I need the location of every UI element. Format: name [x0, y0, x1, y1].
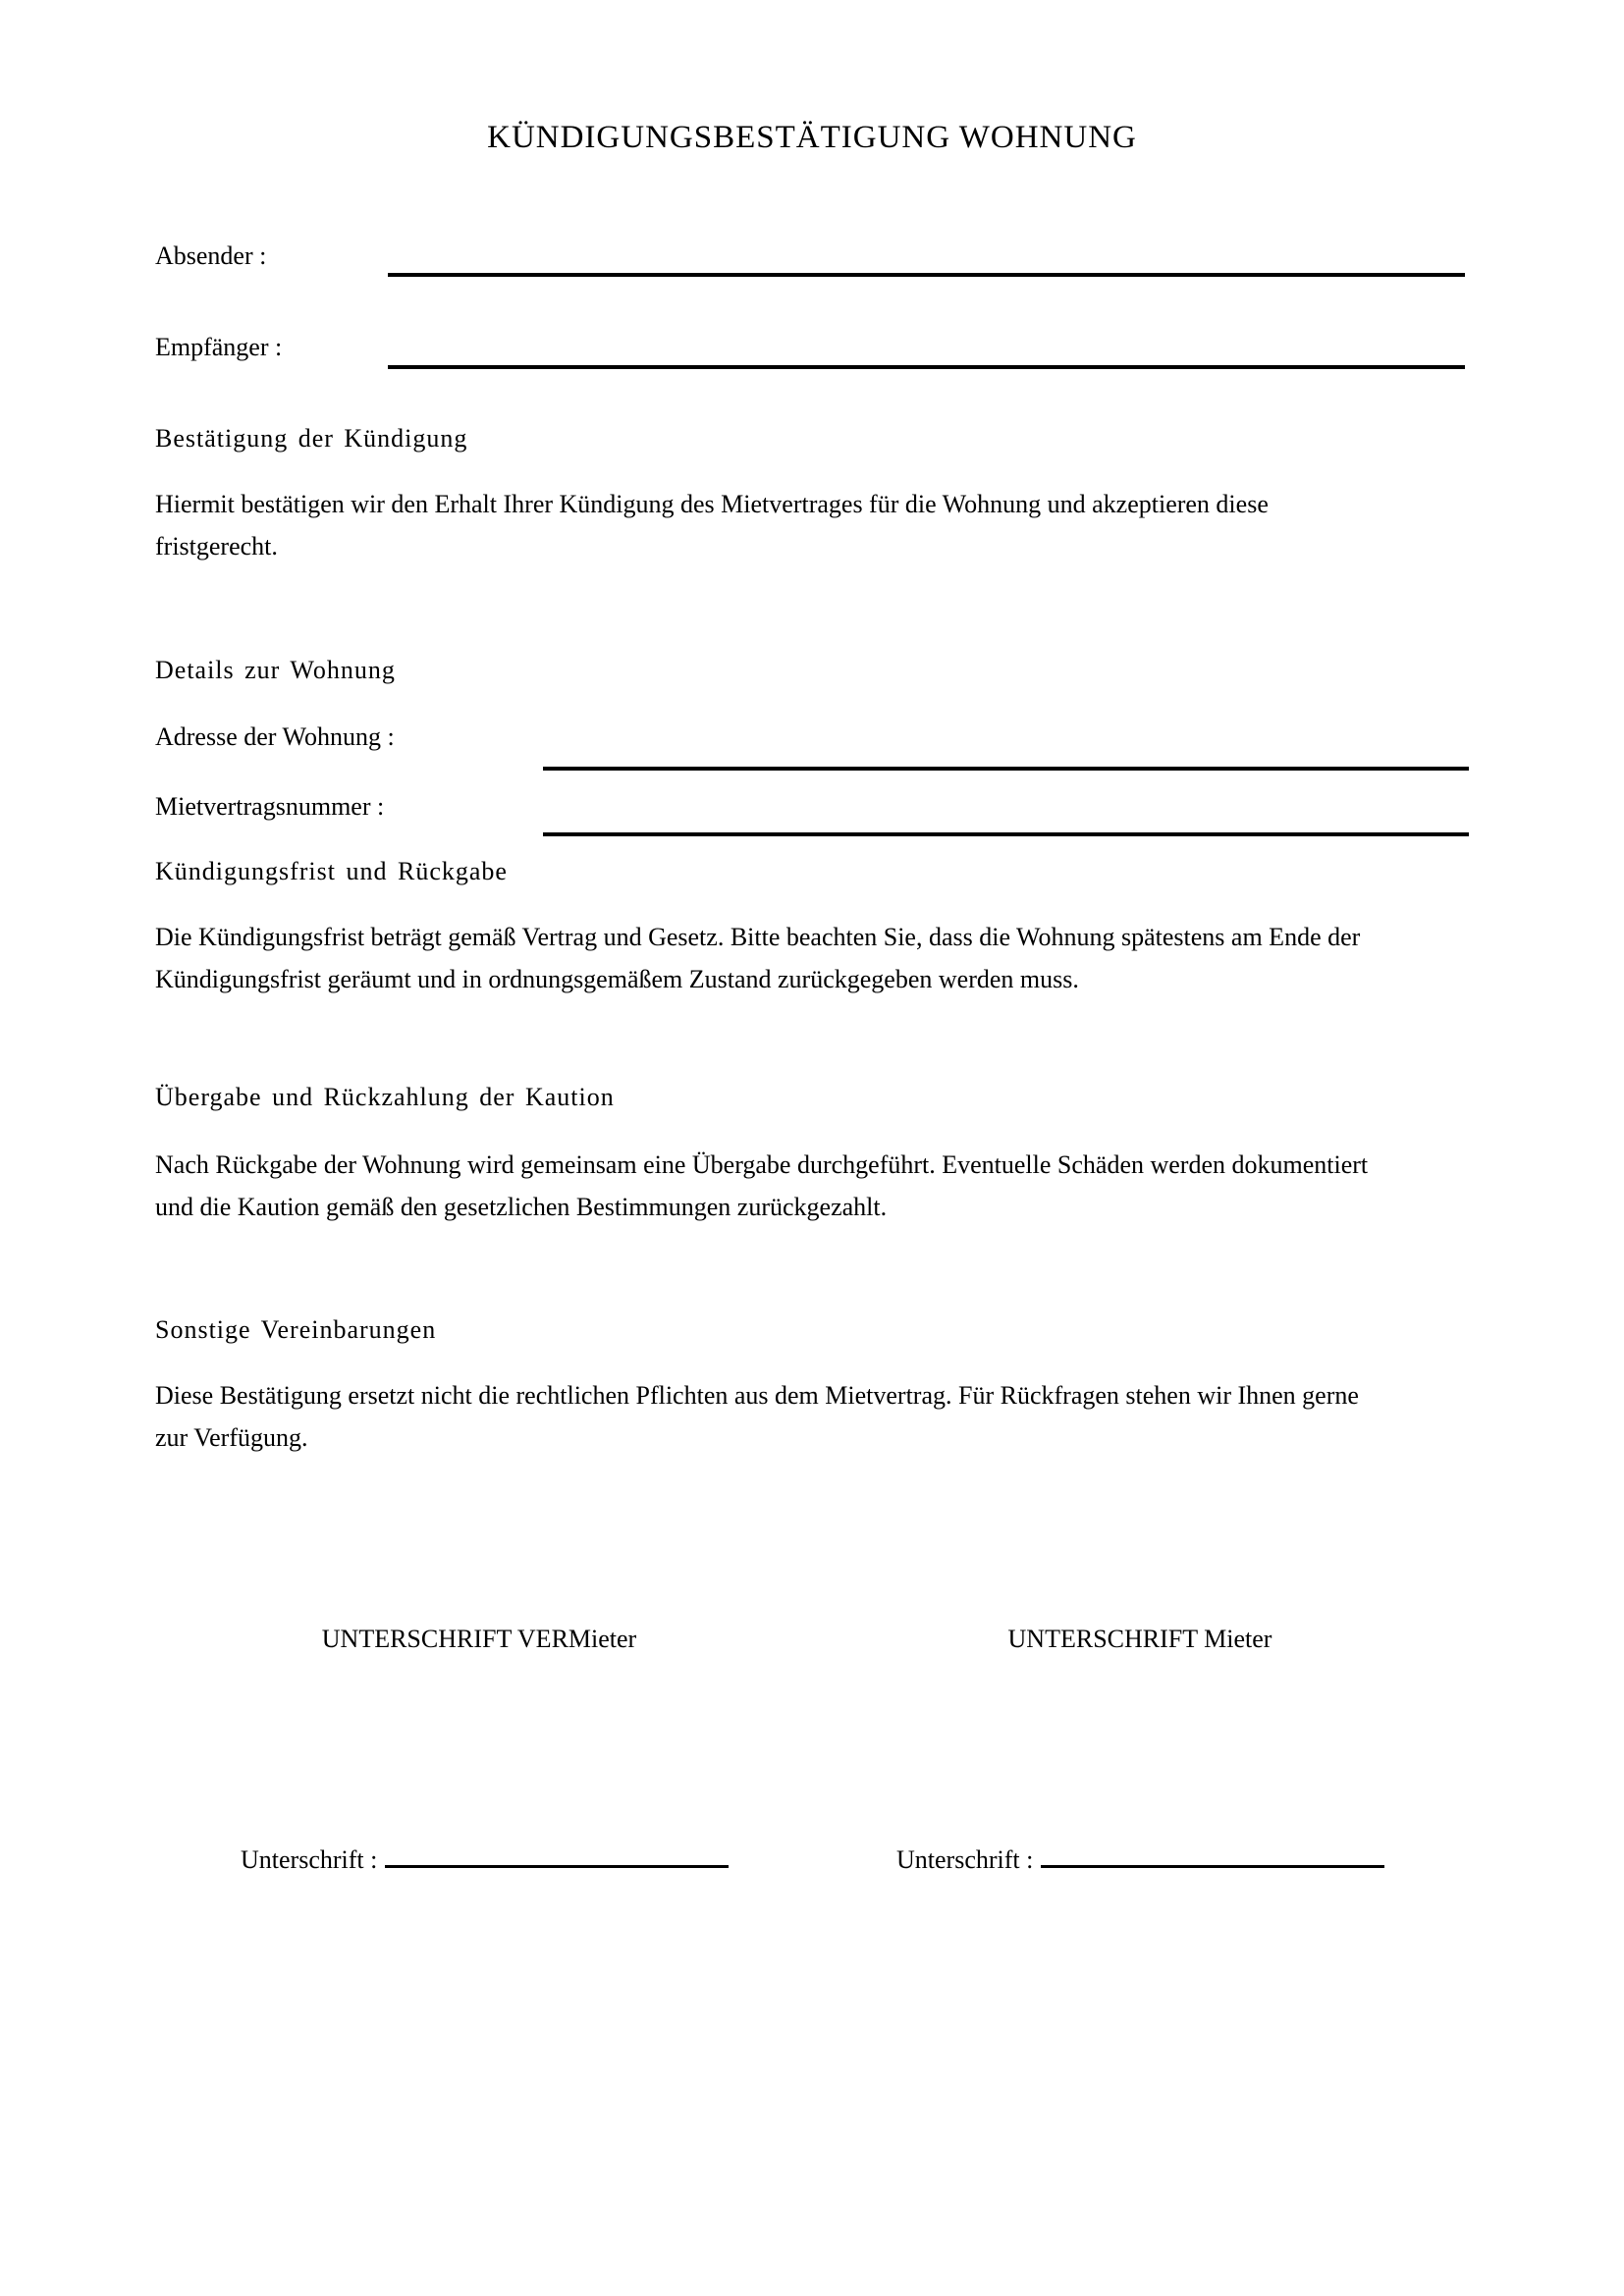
section-heading-uebergabe: Übergabe und Rückzahlung der Kaution [155, 1083, 615, 1111]
empfaenger-input-line[interactable] [388, 365, 1465, 369]
mietvertragsnummer-label: Mietvertragsnummer : [155, 792, 385, 821]
paragraph-line: zur Verfügung. [155, 1423, 308, 1452]
section-heading-kuendigungsfrist: Kündigungsfrist und Rückgabe [155, 857, 508, 885]
adresse-label: Adresse der Wohnung : [155, 722, 395, 751]
section-heading-bestaetigung: Bestätigung der Kündigung [155, 424, 468, 453]
paragraph-line: Die Kündigungsfrist beträgt gemäß Vertrag und Gesetz. Bitte beachten Sie, dass die Wohnung spätestens am Ende der [155, 923, 1361, 951]
paragraph-line: Kündigungsfrist geräumt und in ordnungsgemäßem Zustand zurückgegeben werden muss. [155, 965, 1079, 993]
paragraph-line: Hiermit bestätigen wir den Erhalt Ihrer Kündigung des Mietvertrages für die Wohnung und akzeptieren diese [155, 490, 1269, 518]
empfaenger-label: Empfänger : [155, 333, 283, 361]
document-title: KÜNDIGUNGSBESTÄTIGUNG WOHNUNG [487, 120, 1137, 155]
paragraph-uebergabe [155, 1144, 1549, 1228]
unterschrift-mieter-label: Unterschrift : [896, 1845, 1034, 1874]
paragraph-line: fristgerecht. [155, 532, 278, 561]
mieter-signature-line[interactable] [1041, 1842, 1384, 1868]
mieter-signature-row [896, 1842, 1384, 1875]
paragraph-bestaetigung [155, 483, 1549, 567]
absender-input-line[interactable] [388, 273, 1465, 277]
unterschrift-vermieter-label: Unterschrift : [241, 1845, 378, 1874]
paragraph-sonstige [155, 1374, 1549, 1459]
unterschrift-vermieter-header: UNTERSCHRIFT VERMieter [321, 1625, 637, 1653]
absender-label: Absender : [155, 241, 267, 270]
paragraph-kuendigungsfrist [155, 916, 1549, 1000]
paragraph-line: Diese Bestätigung ersetzt nicht die rechtlichen Pflichten aus dem Mietvertrag. Für Rückfragen stehen wir Ihnen gerne [155, 1381, 1359, 1410]
vermieter-signature-row [241, 1842, 729, 1875]
mietvertragsnummer-input-line[interactable] [543, 832, 1469, 836]
adresse-input-line[interactable] [543, 767, 1469, 771]
section-heading-sonstige: Sonstige Vereinbarungen [155, 1315, 437, 1344]
unterschrift-mieter-header: UNTERSCHRIFT Mieter [1007, 1625, 1272, 1653]
paragraph-line: und die Kaution gemäß den gesetzlichen Bestimmungen zurückgezahlt. [155, 1193, 888, 1221]
vermieter-signature-line[interactable] [385, 1842, 729, 1868]
paragraph-line: Nach Rückgabe der Wohnung wird gemeinsam eine Übergabe durchgeführt. Eventuelle Schäden werden dokumentiert [155, 1150, 1369, 1179]
section-heading-details: Details zur Wohnung [155, 656, 396, 684]
